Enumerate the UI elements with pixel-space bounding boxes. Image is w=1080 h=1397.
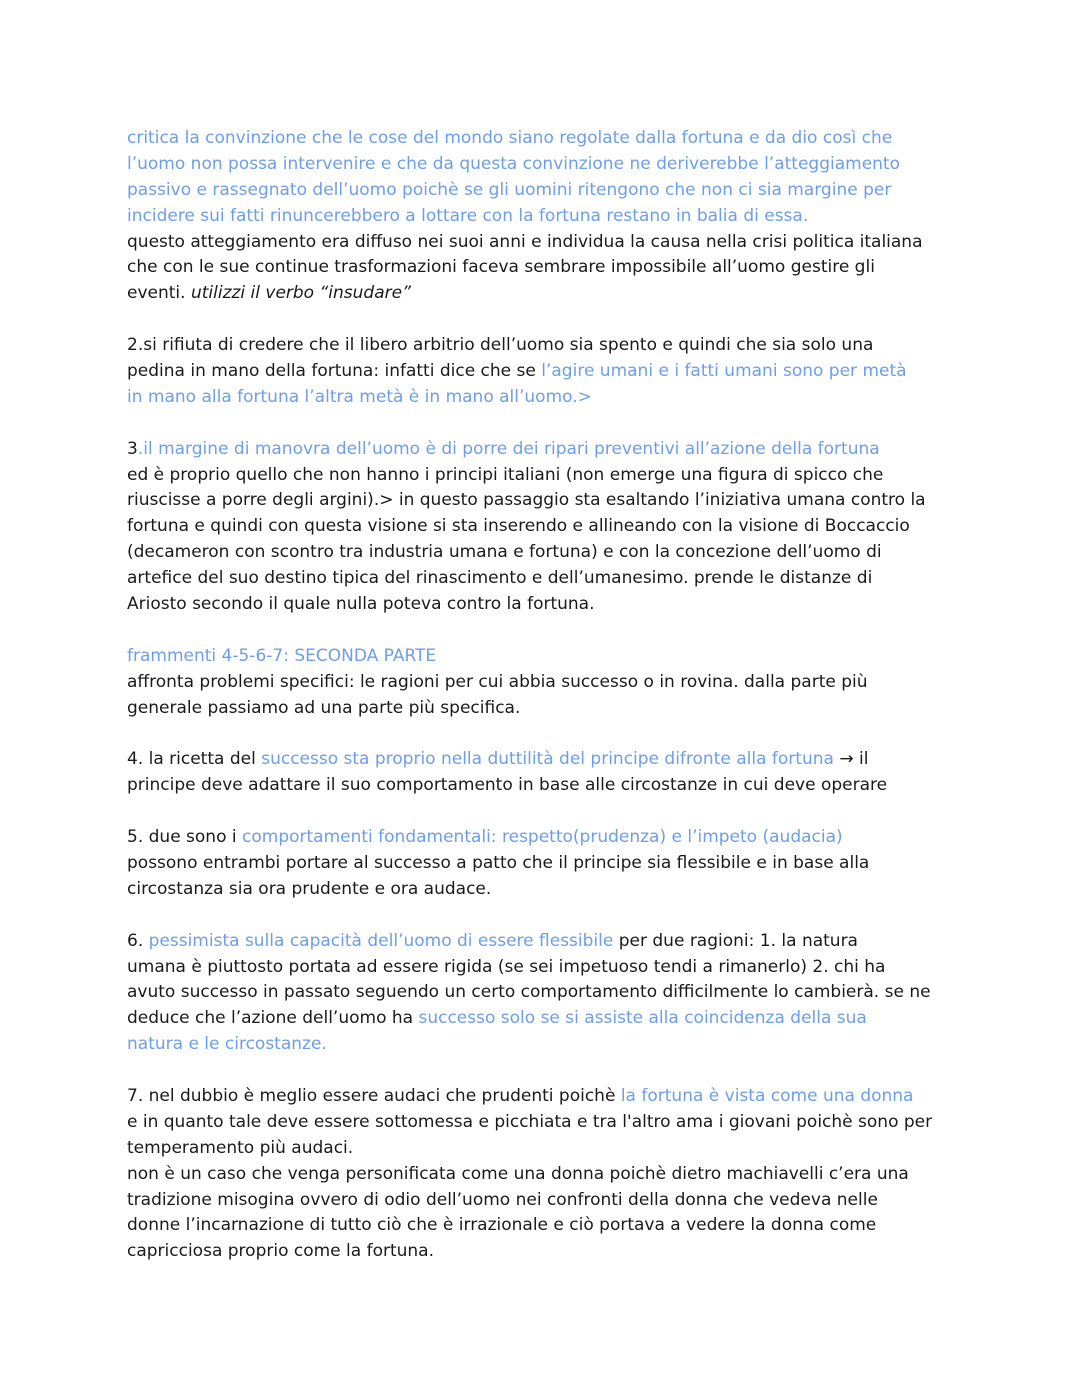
body-text: capricciosa proprio come la fortuna.: [127, 1241, 435, 1262]
blank-line: [127, 721, 967, 747]
text-line: [127, 385, 967, 411]
body-text: generale passiamo ad una parte più specifica.: [127, 697, 521, 718]
body-text: artefice del suo destino tipica del rinascimento e dell’umanesimo. prende le distanze di: [127, 568, 873, 589]
body-text: non è un caso che venga personificata come una donna poichè dietro machiavelli c’era una: [127, 1163, 909, 1184]
text-line: [127, 514, 967, 540]
body-text: 5. due sono i: [127, 827, 243, 848]
text-line: [127, 1032, 967, 1058]
text-line: [127, 178, 967, 204]
body-text: deduce che l’azione dell’uomo ha: [127, 1008, 419, 1029]
body-text: 2.si rifiuta di credere che il libero arbitrio dell’uomo sia spento e quindi che sia solo una: [127, 335, 874, 356]
highlighted-text: .il margine di manovra dell’uomo è di porre dei ripari preventivi all’azione della fortuna: [137, 438, 880, 459]
text-line: [127, 152, 967, 178]
text-line: [127, 980, 967, 1006]
highlighted-text: natura e le circostanze.: [127, 1034, 327, 1055]
text-line: [127, 540, 967, 566]
text-line: [127, 1213, 967, 1239]
body-text: temperamento più audaci.: [127, 1137, 354, 1158]
highlighted-text: comportamenti fondamentali: respetto(prudenza) e l’impeto (audacia): [242, 827, 843, 848]
body-text: ed è proprio quello che non hanno i principi italiani (non emerge una figura di spicco che: [127, 464, 884, 485]
text-line: [127, 359, 967, 385]
body-text: → il: [833, 749, 869, 770]
highlighted-text: successo sta proprio nella duttilità del principe difronte alla fortuna: [261, 749, 834, 770]
text-line: [127, 1110, 967, 1136]
text-line: [127, 566, 967, 592]
body-text: riuscisse a porre degli argini).> in questo passaggio sta esaltando l’iniziativa umana contro la: [127, 490, 926, 511]
text-line: [127, 592, 967, 618]
body-text: principe deve adattare il suo comportamento in base alle circostanze in cui deve operare: [127, 775, 888, 796]
highlighted-text: in mano alla fortuna l’altra metà è in mano all’uomo.>: [127, 386, 592, 407]
body-text: (decameron con scontro tra industria umana e fortuna) e con la concezione dell’uomo di: [127, 542, 882, 563]
document-body: [127, 126, 967, 1265]
highlighted-text: critica la convinzione che le cose del mondo siano regolate dalla fortuna e da dio così che: [127, 128, 893, 148]
text-line: [127, 126, 967, 152]
text-line: [127, 644, 967, 670]
text-line: [127, 1084, 967, 1110]
body-text: fortuna e quindi con questa visione si sta inserendo e allineando con la visione di Boccaccio: [127, 516, 910, 537]
highlighted-text: pessimista sulla capacità dell’uomo di essere flessibile: [148, 930, 614, 951]
body-text: Ariosto secondo il quale nulla poteva contro la fortuna.: [127, 594, 595, 615]
body-text: avuto successo in passato seguendo un certo comportamento difficilmente lo cambierà. se ne: [127, 982, 931, 1003]
body-text: umana è piuttosto portata ad essere rigida (se sei impetuoso tendi a rimanerlo) 2. chi ha: [127, 956, 886, 977]
italic-text: utilizzi il verbo “insudare”: [190, 283, 411, 304]
body-text: donne l’incarnazione di tutto ciò che è irrazionale e ciò portava a vedere la donna come: [127, 1215, 877, 1236]
text-line: [127, 1006, 967, 1032]
text-line: [127, 255, 967, 281]
text-line: [127, 877, 967, 903]
body-text: 3: [127, 438, 138, 459]
body-text: 4. la ricetta del: [127, 749, 262, 770]
text-line: [127, 1136, 967, 1162]
text-line: [127, 230, 967, 256]
highlighted-text: successo solo se si assiste alla coincidenza della sua: [418, 1008, 867, 1029]
text-line: [127, 773, 967, 799]
body-text: pedina in mano della fortuna: infatti dice che se: [127, 361, 542, 382]
text-line: [127, 281, 967, 307]
blank-line: [127, 411, 967, 437]
blank-line: [127, 799, 967, 825]
text-line: [127, 955, 967, 981]
body-text: circostanza sia ora prudente e ora audace.: [127, 878, 492, 899]
text-line: [127, 747, 967, 773]
text-line: [127, 696, 967, 722]
text-line: [127, 204, 967, 230]
body-text: tradizione misogina ovvero di odio dell’uomo nei confronti della donna che vedeva nelle: [127, 1189, 878, 1210]
text-line: [127, 670, 967, 696]
body-text: eventi.: [127, 283, 191, 304]
text-line: [127, 463, 967, 489]
body-text: questo atteggiamento era diffuso nei suoi anni e individua la causa nella crisi politica italiana: [127, 231, 923, 252]
blank-line: [127, 618, 967, 644]
highlighted-text: passivo e rassegnato dell’uomo poichè se gli uomini ritengono che non ci sia margine per: [127, 179, 892, 200]
text-line: [127, 1188, 967, 1214]
body-text: 7. nel dubbio è meglio essere audaci che prudenti poichè: [127, 1085, 621, 1106]
highlighted-text: incidere sui fatti rinuncerebbero a lottare con la fortuna restano in balia di essa.: [127, 205, 809, 226]
text-line: [127, 851, 967, 877]
body-text: e in quanto tale deve essere sottomessa e picchiata e tra l'altro ama i giovani poichè sono per: [127, 1111, 933, 1132]
blank-line: [127, 1058, 967, 1084]
body-text: possono entrambi portare al successo a patto che il principe sia flessibile e in base alla: [127, 852, 870, 873]
text-line: [127, 1239, 967, 1265]
text-line: [127, 488, 967, 514]
body-text: che con le sue continue trasformazioni faceva sembrare impossibile all’uomo gestire gli: [127, 257, 875, 278]
body-text: 6.: [127, 930, 149, 951]
highlighted-text: l’uomo non possa intervenire e che da questa convinzione ne deriverebbe l’atteggiamento: [127, 153, 901, 174]
text-line: [127, 825, 967, 851]
blank-line: [127, 903, 967, 929]
highlighted-text: frammenti 4-5-6-7: SECONDA PARTE: [127, 645, 437, 666]
highlighted-text: la fortuna è vista come una donna: [620, 1085, 914, 1106]
text-line: [127, 333, 967, 359]
text-line: [127, 929, 967, 955]
text-line: [127, 1162, 967, 1188]
highlighted-text: l’agire umani e i fatti umani sono per metà: [541, 361, 907, 382]
blank-line: [127, 307, 967, 333]
text-line: [127, 437, 967, 463]
body-text: per due ragioni: 1. la natura: [613, 930, 858, 951]
body-text: affronta problemi specifici: le ragioni per cui abbia successo o in rovina. dalla parte più: [127, 671, 868, 692]
